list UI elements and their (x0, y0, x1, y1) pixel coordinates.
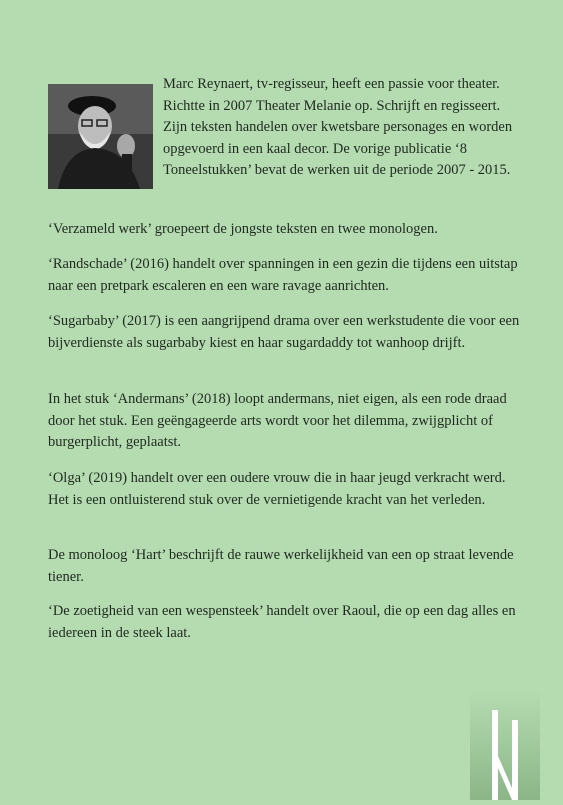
randschade-paragraph: ‘Randschade’ (2016) handelt over spanningen in een gezin die tijdens een uitstap naar een pretpark escaleren en een ware ravage aanrichten. (48, 256, 518, 294)
author-portrait-icon (48, 84, 153, 189)
author-bio: Marc Reynaert, tv-regisseur, heeft een passie voor theater. Richtte in 2007 Theater Melanie op. Schrijft en regisseert. Zijn teksten handelen over kwetsbare personages en worden opgevoerd in een kaal decor. De vorige publicatie ‘8 Toneelstukken’ bevat de werken uit de periode 2007 - 2015. (163, 76, 513, 178)
andermans-paragraph: In het stuk ‘Andermans’ (2018) loopt andermans, niet eigen, als een rode draad door het stuk. Een geëngageerde arts wordt voor het dilemma, zwijgplicht of burgerplicht, geplaatst. (48, 391, 507, 450)
author-photo (48, 84, 153, 189)
intro-paragraph: ‘Verzameld werk’ groepeert de jongste teksten en twee monologen. (48, 221, 438, 237)
sugarbaby-paragraph: ‘Sugarbaby’ (2017) is een aangrijpend drama over een werkstudente die voor een bijverdienste als sugarbaby kiest en haar sugardaddy tot wanhoop drijft. (48, 313, 520, 351)
publisher-logo (470, 690, 540, 800)
hart-paragraph: De monoloog ‘Hart’ beschrijft de rauwe werkelijkheid van een op straat levende tiener. (48, 547, 514, 585)
publisher-logo-icon (470, 690, 540, 800)
olga-paragraph: ‘Olga’ (2019) handelt over een oudere vrouw die in haar jeugd verkracht werd. Het is een ontluisterend stuk over de vernietigende kracht van het verleden. (48, 470, 506, 508)
wespensteek-paragraph: ‘De zoetigheid van een wespensteek’ handelt over Raoul, die op een dag alles en iedereen in de steek laat. (48, 603, 516, 641)
